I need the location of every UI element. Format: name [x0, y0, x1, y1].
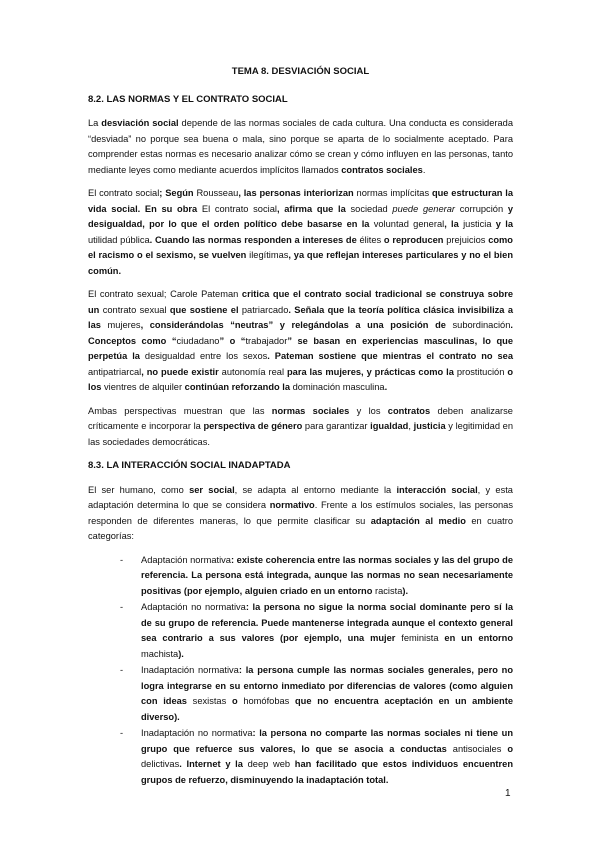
text-run: Inadaptación normativa: [141, 665, 239, 675]
text-run: utilidad pública: [88, 234, 150, 245]
list-item: [88, 726, 513, 788]
list-item: [88, 553, 513, 600]
adaptation-categories-list: [88, 553, 513, 789]
text-run: élites: [359, 234, 382, 245]
bold-term: normas sociales: [271, 405, 350, 416]
text-run: y los: [349, 405, 388, 416]
text-run: El ser humano, como: [88, 484, 190, 495]
bold-term: ).: [178, 648, 184, 659]
text-run: justicia: [463, 219, 492, 229]
bold-term: . Señala que la teoría política clásica invisibiliza a las: [88, 304, 513, 330]
bold-term: . Pateman sostiene que mientras el contrato no sea: [267, 351, 514, 361]
text-run: ilegítimas: [249, 250, 289, 260]
text-run: .: [422, 164, 426, 175]
bold-term: , la: [444, 219, 464, 229]
text-run: Adaptación no normativa: [141, 602, 246, 612]
list-dash: -: [120, 602, 124, 612]
bold-term: justicia: [413, 421, 446, 431]
text-run: , se adapta al entorno mediante la: [234, 484, 397, 495]
bold-term: han facilitado que estos individuos encuentren grupos de refuerzo, disminuyendo la inadaptación total.: [141, 759, 513, 785]
list-item-text: [141, 555, 513, 596]
bold-term: para las mujeres, y prácticas como la: [284, 366, 457, 377]
bold-term: continúan reforzando la: [182, 382, 293, 392]
bold-term: : la persona cumple las normas sociales generales, pero no logra integrarse en su entorno inmediato por diferencias de valores (como alguien con ideas: [141, 665, 514, 706]
text-run: El contrato sexual; Carole Pateman: [88, 289, 239, 299]
bold-term: : la persona no sigue la norma social dominante pero sí la de su grupo de referencia. Puede mantenerse integrada aunque el contexto general sea contrario a sus valores (por ejemplo, una mujer: [141, 602, 513, 643]
bold-term: , las personas interiorizan: [238, 188, 357, 198]
bold-term: ser social: [189, 484, 235, 495]
text-run: trabajador: [245, 335, 288, 346]
bold-term: y la: [491, 219, 513, 229]
text-run: feminista: [401, 633, 439, 643]
list-item: [88, 663, 513, 725]
bold-term: o los: [88, 366, 513, 392]
bold-term: critica que el contrato social tradicional se construya sobre un: [88, 289, 513, 315]
bold-term: adaptación al medio: [370, 515, 466, 526]
text-run: normas implícitas: [356, 188, 430, 198]
page-number: 1: [505, 788, 511, 799]
paragraph-contrato-social: [88, 186, 513, 279]
text-run: machista: [141, 648, 179, 659]
text-run: Adaptación normativa: [141, 554, 231, 565]
paragraph-desviacion-social: [88, 116, 513, 178]
text-run: mujeres: [107, 320, 141, 330]
bold-term: contratos sociales: [341, 164, 423, 175]
list-item-text: [141, 665, 513, 722]
bold-term: perspectiva de género: [203, 421, 303, 431]
section-heading-interaccion: 8.3. LA INTERACCIÓN SOCIAL INADAPTADA: [88, 460, 291, 471]
bold-term: . Cuando las normas responden a intereses de: [149, 234, 360, 245]
text-run: homófobas: [243, 696, 290, 706]
text-run: deben analizarse críticamente e incorporar la: [88, 405, 513, 431]
bold-term: , ya que reflejan intereses particulares y no el bien común.: [88, 250, 513, 276]
text-run: sociedad: [350, 203, 388, 214]
text-run: en cuatro categorías:: [88, 515, 513, 541]
text-run: antisociales: [452, 743, 502, 754]
text-run: y legitimidad en las sociedades democráticas.: [88, 421, 514, 447]
paragraph-ser-humano: [88, 483, 513, 545]
bold-term: : existe coherencia entre las normas sociales y las del grupo de referencia. La persona está integrada, aunque las normas no sean necesariamente positivas (por ejemplo, alguien criado en un entorno: [141, 554, 513, 596]
section-heading-normas: 8.2. LAS NORMAS Y EL CONTRATO SOCIAL: [88, 93, 288, 105]
text-run: La: [88, 118, 102, 128]
bold-term: . Conceptos como “: [88, 320, 513, 346]
bold-term: igualdad: [370, 421, 409, 431]
text-run: racista: [375, 585, 403, 596]
bold-term: o reproducen: [381, 234, 447, 245]
text-run: sexistas: [192, 696, 227, 706]
bold-term: .: [384, 382, 388, 392]
bold-term: ; Según: [159, 188, 197, 198]
paragraph-ambas-perspectivas: [88, 404, 513, 451]
text-run: El contrato social: [201, 203, 277, 214]
text-run: desigualdad entre los sexos: [144, 351, 268, 361]
page-content: [88, 64, 513, 794]
bold-term: interacción social: [396, 484, 478, 495]
list-dash: -: [120, 554, 124, 565]
text-run: patriarcado: [241, 304, 289, 315]
text-run: antipatriarcal: [88, 366, 142, 377]
bold-term: ).: [402, 585, 409, 596]
bold-term: que no encuentra aceptación en un ambiente diverso).: [141, 696, 513, 722]
text-run: contrato sexual: [102, 304, 167, 315]
text-run: autonomía real: [221, 366, 285, 377]
bold-term: que estructuran la vida social. En su obra: [88, 188, 514, 214]
bold-term: , no puede existir: [141, 366, 222, 377]
text-run: . Frente a los estímulos sociales, las personas responden de diferentes maneras, lo que permite clasificar su: [88, 500, 513, 526]
text-run: subordinación: [452, 320, 511, 330]
document-title: TEMA 8. DESVIACIÓN SOCIAL: [231, 66, 370, 77]
bold-term: ” o “: [219, 335, 246, 346]
list-item: [88, 600, 513, 662]
bold-term: . Internet y la: [179, 759, 248, 769]
text-run: El contrato social: [88, 188, 160, 198]
bold-term: o: [226, 696, 244, 706]
bold-term: desviación social: [101, 118, 179, 128]
text-run: vientres de alquiler: [104, 382, 183, 392]
bold-term: contratos: [387, 405, 431, 416]
list-dash: -: [120, 665, 124, 675]
text-run: depende de las normas sociales de cada cultura. Una conducta es considerada “desviada” no porque sea buena o mala, sino porque se aparta de lo socialmente aceptado. Para comprender estas normas es necesario analizar cómo se crean y cómo influyen en las personas, tanto mediante leyes como mediante acuerdos implícitos llamados: [88, 118, 513, 175]
bold-term: : la persona no comparte las normas sociales ni tiene un grupo que refuerce sus valores, lo que se asocia a conductas: [141, 728, 513, 754]
bold-term: como el racismo o el sexismo, se vuelven: [88, 234, 513, 260]
text-run: Inadaptación no normativa: [141, 728, 253, 738]
text-run: prejuicios: [446, 234, 486, 245]
bold-term: y desigualdad, por lo que el orden político debe basarse en la: [88, 203, 513, 229]
text-run: Ambas perspectivas muestran que las: [88, 405, 272, 416]
text-run: corrupción: [459, 203, 504, 214]
text-run: para garantizar: [302, 421, 371, 431]
text-run: deep web: [247, 759, 291, 769]
bold-term: normativo: [269, 500, 315, 510]
bold-term: en un entorno: [438, 633, 514, 643]
bold-term: o: [501, 743, 513, 754]
text-run: Rousseau: [196, 188, 239, 198]
text-run: ,: [408, 421, 414, 431]
text-run: dominación masculina: [292, 382, 385, 392]
text-run: voluntad general: [373, 219, 445, 229]
list-item-text: [141, 602, 513, 659]
italic-term: puede generar: [387, 203, 460, 214]
bold-term: ” se basan en experiencias masculinas, lo que perpetúa la: [88, 335, 513, 361]
text-run: prostitución: [456, 366, 505, 377]
text-run: delictivas: [141, 759, 180, 769]
list-item-text: [141, 728, 513, 785]
text-run: , y esta adaptación determina lo que se considera: [88, 484, 513, 510]
bold-term: , afirma que la: [276, 203, 351, 214]
text-run: ciudadano: [176, 335, 220, 346]
list-dash: -: [120, 728, 124, 738]
bold-term: que sostiene el: [166, 304, 242, 315]
bold-term: , considerándolas “neutras” y relegándolas a una posición de: [140, 320, 453, 330]
paragraph-contrato-sexual: [88, 287, 513, 396]
